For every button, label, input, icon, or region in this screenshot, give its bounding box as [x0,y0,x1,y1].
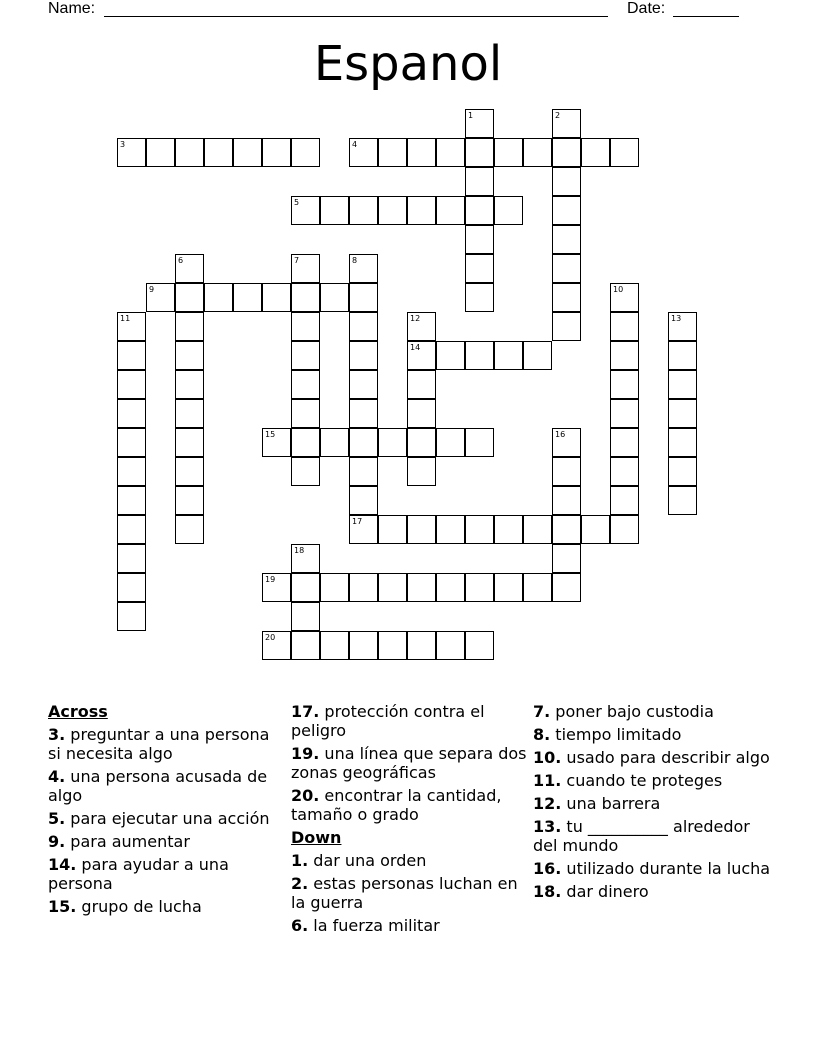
clue [291,851,529,870]
grid-cell[interactable] [233,283,262,312]
clue [533,794,771,813]
clue-text: estas personas luchan en la guerra [291,874,518,912]
clue-number: 3. [48,725,66,744]
grid-cell[interactable] [117,602,146,631]
grid-cell[interactable] [262,138,291,167]
grid-cell[interactable] [465,573,494,602]
grid-cell[interactable] [291,254,320,283]
grid-cell[interactable] [465,341,494,370]
clue-number: 9. [48,832,66,851]
clue [533,748,771,767]
grid-cell[interactable] [668,428,697,457]
grid-cell[interactable] [349,486,378,515]
grid-cell[interactable] [552,283,581,312]
cell-number: 4 [352,140,358,149]
clue [48,767,286,805]
grid-cell[interactable] [291,631,320,660]
grid-cell[interactable] [378,428,407,457]
grid-cell[interactable] [523,138,552,167]
page-title: Espanol [313,36,503,92]
grid-cell[interactable] [610,341,639,370]
grid-cell[interactable] [175,399,204,428]
clue [48,855,286,893]
grid-cell[interactable] [117,370,146,399]
clue-number: 12. [533,794,562,813]
grid-cell[interactable] [668,341,697,370]
grid-cell[interactable] [349,573,378,602]
grid-cell[interactable] [465,283,494,312]
clue-text: para ayudar a una persona [48,855,229,893]
grid-cell[interactable] [349,341,378,370]
clue-text: utilizado durante la lucha [561,859,771,878]
clue-text: dar dinero [561,882,649,901]
grid-cell[interactable] [349,515,378,544]
clue-number: 18. [533,882,562,901]
grid-cell[interactable] [407,428,436,457]
grid-cell[interactable] [291,457,320,486]
grid-cell[interactable] [552,457,581,486]
clue [533,771,771,790]
grid-cell[interactable] [291,428,320,457]
grid-cell[interactable] [581,138,610,167]
grid-cell[interactable] [523,341,552,370]
clue-number: 2. [291,874,309,893]
clue-text: grupo de lucha [76,897,202,916]
grid-cell[interactable] [320,196,349,225]
grid-cell[interactable] [146,138,175,167]
name-label: Name: [48,0,96,17]
clue [533,817,771,855]
grid-cell[interactable] [204,138,233,167]
name-line [104,16,608,17]
grid-cell[interactable] [552,573,581,602]
grid-cell[interactable] [552,138,581,167]
clue-text: una línea que separa dos zonas geográficas [291,744,527,782]
clue-number: 5. [48,809,66,828]
grid-cell[interactable] [175,457,204,486]
grid-cell[interactable] [436,196,465,225]
grid-cell[interactable] [378,196,407,225]
cell-number: 3 [120,140,126,149]
clue-text: la fuerza militar [308,916,440,935]
grid-cell[interactable] [349,283,378,312]
cell-number: 1 [468,111,474,120]
clue-number: 7. [533,702,551,721]
grid-cell[interactable] [668,312,697,341]
date-line [673,16,739,17]
clue-text: dar una orden [308,851,427,870]
grid-cell[interactable] [465,138,494,167]
cell-number: 15 [265,430,276,439]
grid-cell[interactable] [407,312,436,341]
grid-cell[interactable] [610,515,639,544]
grid-cell[interactable] [552,544,581,573]
grid-cell[interactable] [523,515,552,544]
grid-cell[interactable] [494,138,523,167]
clue-text: tu __________ alrededor del mundo [533,817,750,855]
grid-cell[interactable] [494,196,523,225]
grid-cell[interactable] [117,573,146,602]
across-heading: Across [48,702,108,721]
grid-cell[interactable] [117,486,146,515]
grid-cell[interactable] [465,515,494,544]
grid-cell[interactable] [436,515,465,544]
date-label: Date: [627,0,666,17]
across-clue-list-continued [291,702,529,824]
clue-number: 17. [291,702,320,721]
clue-text: una barrera [561,794,661,813]
grid-cell[interactable] [291,544,320,573]
grid-cell[interactable] [436,341,465,370]
grid-cell[interactable] [175,341,204,370]
grid-cell[interactable] [175,138,204,167]
clue-text: protección contra el peligro [291,702,485,740]
clue [533,725,771,744]
clue-text: una persona acusada de algo [48,767,268,805]
grid-cell[interactable] [349,196,378,225]
cell-number: 9 [149,285,155,294]
grid-cell[interactable] [668,399,697,428]
cell-number: 6 [178,256,184,265]
grid-cell[interactable] [262,573,291,602]
grid-cell[interactable] [117,341,146,370]
grid-cell[interactable] [610,457,639,486]
grid-cell[interactable] [117,138,146,167]
cell-number: 13 [671,314,682,323]
grid-cell[interactable] [175,370,204,399]
clue [48,832,286,851]
clue [291,702,529,740]
clue-text: poner bajo custodia [550,702,714,721]
clue [291,916,529,935]
grid-cell[interactable] [407,370,436,399]
grid-cell[interactable] [349,457,378,486]
grid-cell[interactable] [349,428,378,457]
grid-cell[interactable] [117,312,146,341]
grid-cell[interactable] [291,370,320,399]
grid-cell[interactable] [320,631,349,660]
grid-cell[interactable] [175,312,204,341]
grid-cell[interactable] [407,196,436,225]
clue-text: encontrar la cantidad, tamaño o grado [291,786,502,824]
grid-cell[interactable] [407,631,436,660]
grid-cell[interactable] [175,486,204,515]
grid-cell[interactable] [320,283,349,312]
grid-cell[interactable] [349,138,378,167]
grid-cell[interactable] [407,457,436,486]
grid-cell[interactable] [117,544,146,573]
grid-cell[interactable] [349,399,378,428]
grid-cell[interactable] [465,254,494,283]
clue-number: 11. [533,771,562,790]
clue-number: 14. [48,855,77,874]
grid-cell[interactable] [465,196,494,225]
across-clue-list [48,725,286,916]
grid-cell[interactable] [494,341,523,370]
grid-cell[interactable] [610,370,639,399]
grid-cell[interactable] [378,138,407,167]
grid-cell[interactable] [291,573,320,602]
down-clue-list-continued [533,702,771,901]
clue [533,882,771,901]
clue-number: 16. [533,859,562,878]
cell-number: 8 [352,256,358,265]
grid-cell[interactable] [117,428,146,457]
grid-cell[interactable] [610,283,639,312]
clue-number: 13. [533,817,562,836]
clues-column-3 [533,702,771,905]
grid-cell[interactable] [407,341,436,370]
grid-cell[interactable] [204,283,233,312]
cell-number: 7 [294,256,300,265]
grid-cell[interactable] [465,109,494,138]
grid-cell[interactable] [291,196,320,225]
grid-cell[interactable] [552,196,581,225]
cell-number: 16 [555,430,566,439]
clue-number: 1. [291,851,309,870]
grid-cell[interactable] [436,573,465,602]
cell-number: 17 [352,517,363,526]
grid-cell[interactable] [523,573,552,602]
grid-cell[interactable] [349,370,378,399]
grid-cell[interactable] [291,312,320,341]
grid-cell[interactable] [291,138,320,167]
grid-cell[interactable] [668,370,697,399]
cell-number: 10 [613,285,624,294]
grid-cell[interactable] [175,428,204,457]
grid-cell[interactable] [262,428,291,457]
grid-cell[interactable] [552,109,581,138]
grid-cell[interactable] [175,254,204,283]
grid-cell[interactable] [581,515,610,544]
grid-cell[interactable] [552,167,581,196]
grid-cell[interactable] [552,428,581,457]
cell-number: 20 [265,633,276,642]
grid-cell[interactable] [320,573,349,602]
clue-text: preguntar a una persona si necesita algo [48,725,270,763]
clue-number: 19. [291,744,320,763]
grid-cell[interactable] [552,515,581,544]
grid-cell[interactable] [610,312,639,341]
clue [291,786,529,824]
grid-cell[interactable] [407,573,436,602]
clue [533,859,771,878]
grid-cell[interactable] [320,428,349,457]
grid-cell[interactable] [117,515,146,544]
grid-cell[interactable] [262,283,291,312]
cell-number: 2 [555,111,561,120]
grid-cell[interactable] [552,254,581,283]
grid-cell[interactable] [465,631,494,660]
clue [48,897,286,916]
grid-cell[interactable] [610,428,639,457]
clue-number: 4. [48,767,66,786]
grid-cell[interactable] [378,515,407,544]
grid-cell[interactable] [378,631,407,660]
clue [291,874,529,912]
clue-number: 20. [291,786,320,805]
grid-cell[interactable] [668,486,697,515]
clue-text: usado para describir algo [561,748,770,767]
grid-cell[interactable] [175,515,204,544]
down-clue-list [291,851,529,935]
clue-number: 8. [533,725,551,744]
clue-text: para ejecutar una acción [65,809,270,828]
grid-cell[interactable] [494,573,523,602]
clues-column-2 [291,702,529,939]
grid-cell[interactable] [291,399,320,428]
clue-number: 10. [533,748,562,767]
clue-text: cuando te proteges [561,771,723,790]
clue-number: 6. [291,916,309,935]
grid-cell[interactable] [552,486,581,515]
grid-cell[interactable] [552,225,581,254]
grid-cell[interactable] [349,631,378,660]
grid-cell[interactable] [175,283,204,312]
grid-cell[interactable] [407,138,436,167]
clues-column-1 [48,702,286,920]
grid-cell[interactable] [291,602,320,631]
grid-cell[interactable] [610,399,639,428]
grid-cell[interactable] [465,428,494,457]
cell-number: 5 [294,198,300,207]
clue [48,725,286,763]
cell-number: 18 [294,546,305,555]
grid-cell[interactable] [436,138,465,167]
grid-cell[interactable] [465,167,494,196]
cell-number: 19 [265,575,276,584]
cell-number: 11 [120,314,131,323]
grid-cell[interactable] [291,341,320,370]
grid-cell[interactable] [378,573,407,602]
grid-cell[interactable] [349,254,378,283]
grid-cell[interactable] [262,631,291,660]
grid-cell[interactable] [233,138,262,167]
grid-cell[interactable] [291,283,320,312]
grid-cell[interactable] [407,515,436,544]
clue [48,809,286,828]
cell-number: 12 [410,314,421,323]
grid-cell[interactable] [349,312,378,341]
cell-number: 14 [410,343,421,352]
grid-cell[interactable] [436,428,465,457]
grid-cell[interactable] [436,631,465,660]
grid-cell[interactable] [610,486,639,515]
grid-cell[interactable] [610,138,639,167]
clue [291,744,529,782]
clue-text: para aumentar [65,832,190,851]
grid-cell[interactable] [407,399,436,428]
clue-text: tiempo limitado [550,725,682,744]
clue [533,702,771,721]
grid-cell[interactable] [668,457,697,486]
grid-cell[interactable] [552,312,581,341]
grid-cell[interactable] [117,399,146,428]
grid-cell[interactable] [146,283,175,312]
clue-number: 15. [48,897,77,916]
down-heading: Down [291,828,342,847]
grid-cell[interactable] [494,515,523,544]
grid-cell[interactable] [117,457,146,486]
grid-cell[interactable] [465,225,494,254]
